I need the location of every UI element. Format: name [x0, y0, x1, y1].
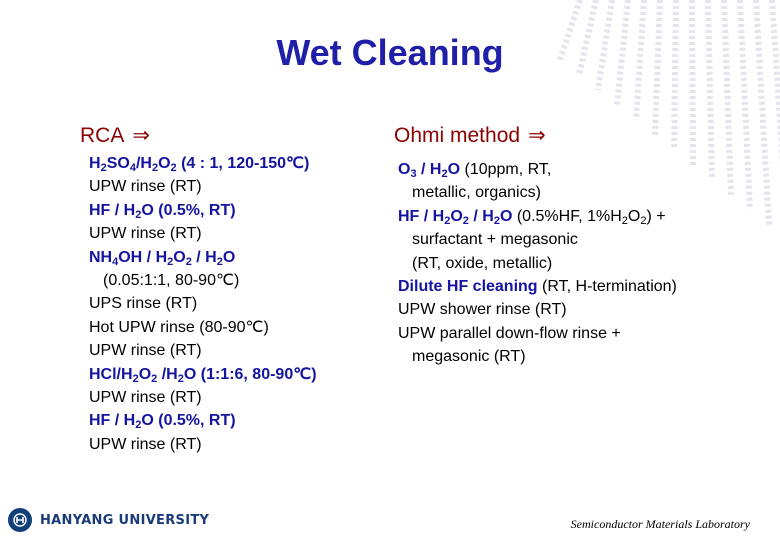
university-name: HANYANG UNIVERSITY	[40, 512, 210, 528]
list-item: HF / $H_2O$ (0.5%, RT)	[89, 412, 236, 432]
list-item: $NH_4OH / H_2O_2 / H_2O$	[89, 248, 236, 268]
list-item: UPW rinse (RT)	[89, 389, 202, 407]
list-item: Hot UPW rinse (80-90℃)	[89, 318, 269, 336]
ohmi-heading-label: Ohmi method	[394, 124, 521, 147]
lab-name: Semiconductor Materials Laboratory	[570, 517, 750, 531]
list-item: UPS rinse (RT)	[89, 295, 198, 313]
list-item: UPW rinse (RT)	[89, 342, 202, 360]
list-item: $O_3 / H_2O$ (10ppm, RT,	[398, 161, 552, 180]
list-item: (RT, oxide, metallic)	[412, 254, 553, 272]
list-item: HF / $H_2O_2 / H_2O$ (0.5%HF, $1\%H_2O_2$) +	[398, 207, 666, 227]
list-item: megasonic (RT)	[412, 348, 526, 366]
list-item: Dilute HF cleaning (RT, H-termination)	[398, 278, 677, 296]
decorative-stripe	[724, 0, 731, 195]
list-item: metallic, organics)	[412, 184, 541, 202]
rca-steps	[89, 152, 317, 456]
list-item: HCl/$H_2O_2$ $/H_2O$ (1:1:6, 80-90℃)	[89, 365, 317, 385]
rca-heading-label: RCA	[80, 124, 125, 147]
list-item: UPW rinse (RT)	[89, 435, 202, 453]
list-item: UPW shower rinse (RT)	[398, 301, 567, 319]
decorative-stripe	[708, 0, 712, 180]
list-item: UPW parallel down-flow rinse +	[398, 324, 621, 342]
decorative-stripe	[692, 0, 693, 165]
ohmi-heading	[394, 123, 546, 148]
list-item: HF / $H_2O$ (0.5%, RT)	[89, 201, 236, 221]
list-item: surfactant + megasonic	[412, 231, 578, 249]
right-arrow-icon: ⇒	[528, 124, 546, 147]
right-arrow-icon: ⇒	[132, 124, 150, 147]
rca-heading	[80, 123, 150, 148]
list-item: UPW rinse (RT)	[89, 225, 202, 243]
university-emblem-icon	[8, 508, 32, 532]
slide-title: Wet Cleaning	[276, 32, 504, 73]
list-item: UPW rinse (RT)	[89, 178, 202, 196]
list-item: (0.05:1:1, 80-90℃)	[103, 272, 240, 290]
ohmi-steps	[398, 158, 677, 369]
university-logo	[8, 508, 209, 532]
decorative-stripe	[674, 0, 676, 150]
list-item: $H_2SO_4/H_2O_2$ (4 : 1, 120-150℃)	[89, 155, 310, 174]
